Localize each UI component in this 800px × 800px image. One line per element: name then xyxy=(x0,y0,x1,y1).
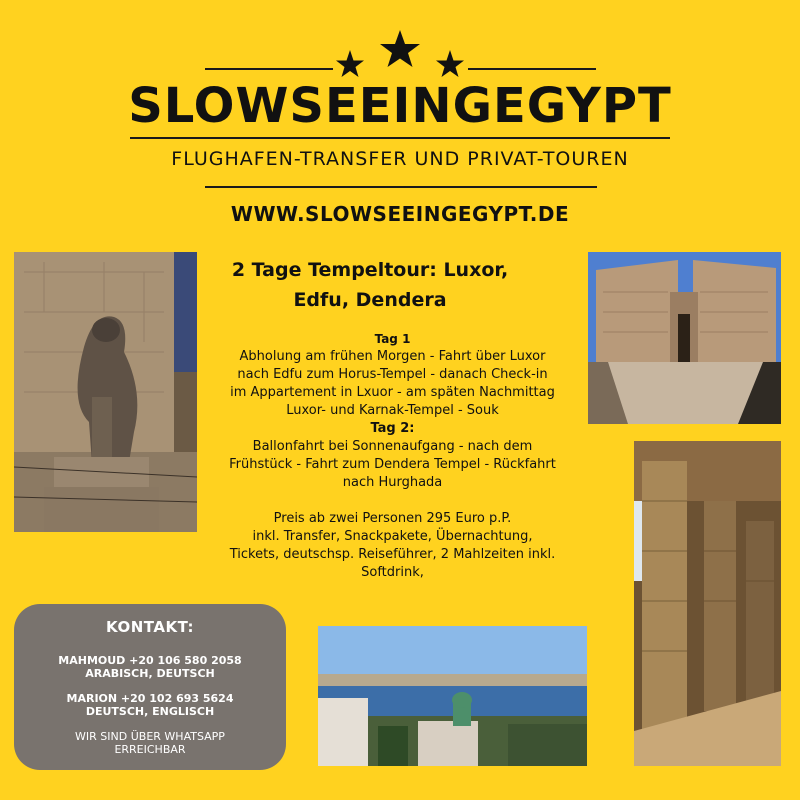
price-line: Softdrink, xyxy=(361,565,424,580)
divider-under-brand xyxy=(130,137,670,139)
contact-mahmoud xyxy=(14,654,286,680)
day2-line: Frühstück - Fahrt zum Dendera Tempel - Rückfahrt xyxy=(229,457,556,472)
tour-description xyxy=(205,330,580,582)
contact-phone-marion[interactable]: MARION +20 102 693 5624 xyxy=(66,692,234,705)
star-icon xyxy=(436,50,464,77)
brand-title: SLOWSEEINGEGYPT xyxy=(128,78,672,134)
whatsapp-line: ERREICHBAR xyxy=(114,743,186,756)
day1-line: Luxor- und Karnak-Tempel - Souk xyxy=(286,403,499,418)
tour-title-line: Edfu, Dendera xyxy=(293,289,447,311)
contact-heading: KONTAKT: xyxy=(106,618,194,636)
stars-decoration xyxy=(0,28,800,78)
tour-title-line: 2 Tage Tempeltour: Luxor, xyxy=(231,259,509,281)
contact-box xyxy=(14,604,286,770)
day1-line: im Appartement in Lxuor - am späten Nachmittag xyxy=(230,385,555,400)
day1-label: Tag 1 xyxy=(374,332,411,346)
divider-left xyxy=(205,68,333,70)
website-link[interactable]: WWW.SLOWSEEINGEGYPT.DE xyxy=(230,202,570,226)
subtitle: FLUGHAFEN-TRANSFER UND PRIVAT-TOUREN xyxy=(171,148,629,170)
tour-title xyxy=(205,255,535,315)
star-icon xyxy=(380,30,420,67)
photo-nile-luxor xyxy=(318,626,587,766)
day2-line: nach Hurghada xyxy=(342,475,443,490)
photo-horus-falcon xyxy=(14,252,197,532)
contact-phone-mahmoud[interactable]: MAHMOUD +20 106 580 2058 xyxy=(58,654,242,667)
whatsapp-line: WIR SIND ÜBER WHATSAPP xyxy=(75,730,225,743)
day2-line: Ballonfahrt bei Sonnenaufgang - nach dem xyxy=(252,439,533,454)
divider-under-subtitle xyxy=(205,186,597,188)
photo-temple-columns xyxy=(634,441,781,766)
day1-line: nach Edfu zum Horus-Tempel - danach Check-in xyxy=(237,367,548,382)
contact-marion xyxy=(14,692,286,718)
photo-edfu-temple-pylon xyxy=(588,252,781,424)
price-line: Preis ab zwei Personen 295 Euro p.P. xyxy=(273,511,512,526)
price-line: Tickets, deutschsp. Reiseführer, 2 Mahlzeiten inkl. xyxy=(229,547,556,562)
day2-label: Tag 2: xyxy=(370,421,415,436)
whatsapp-note xyxy=(14,730,286,756)
price-line: inkl. Transfer, Snackpakete, Übernachtung, xyxy=(252,529,533,544)
contact-languages-marion: DEUTSCH, ENGLISCH xyxy=(85,705,215,718)
day1-line: Abholung am frühen Morgen - Fahrt über Luxor xyxy=(239,349,546,364)
contact-languages-mahmoud: ARABISCH, DEUTSCH xyxy=(85,667,215,680)
divider-right xyxy=(468,68,596,70)
star-icon xyxy=(336,50,364,77)
